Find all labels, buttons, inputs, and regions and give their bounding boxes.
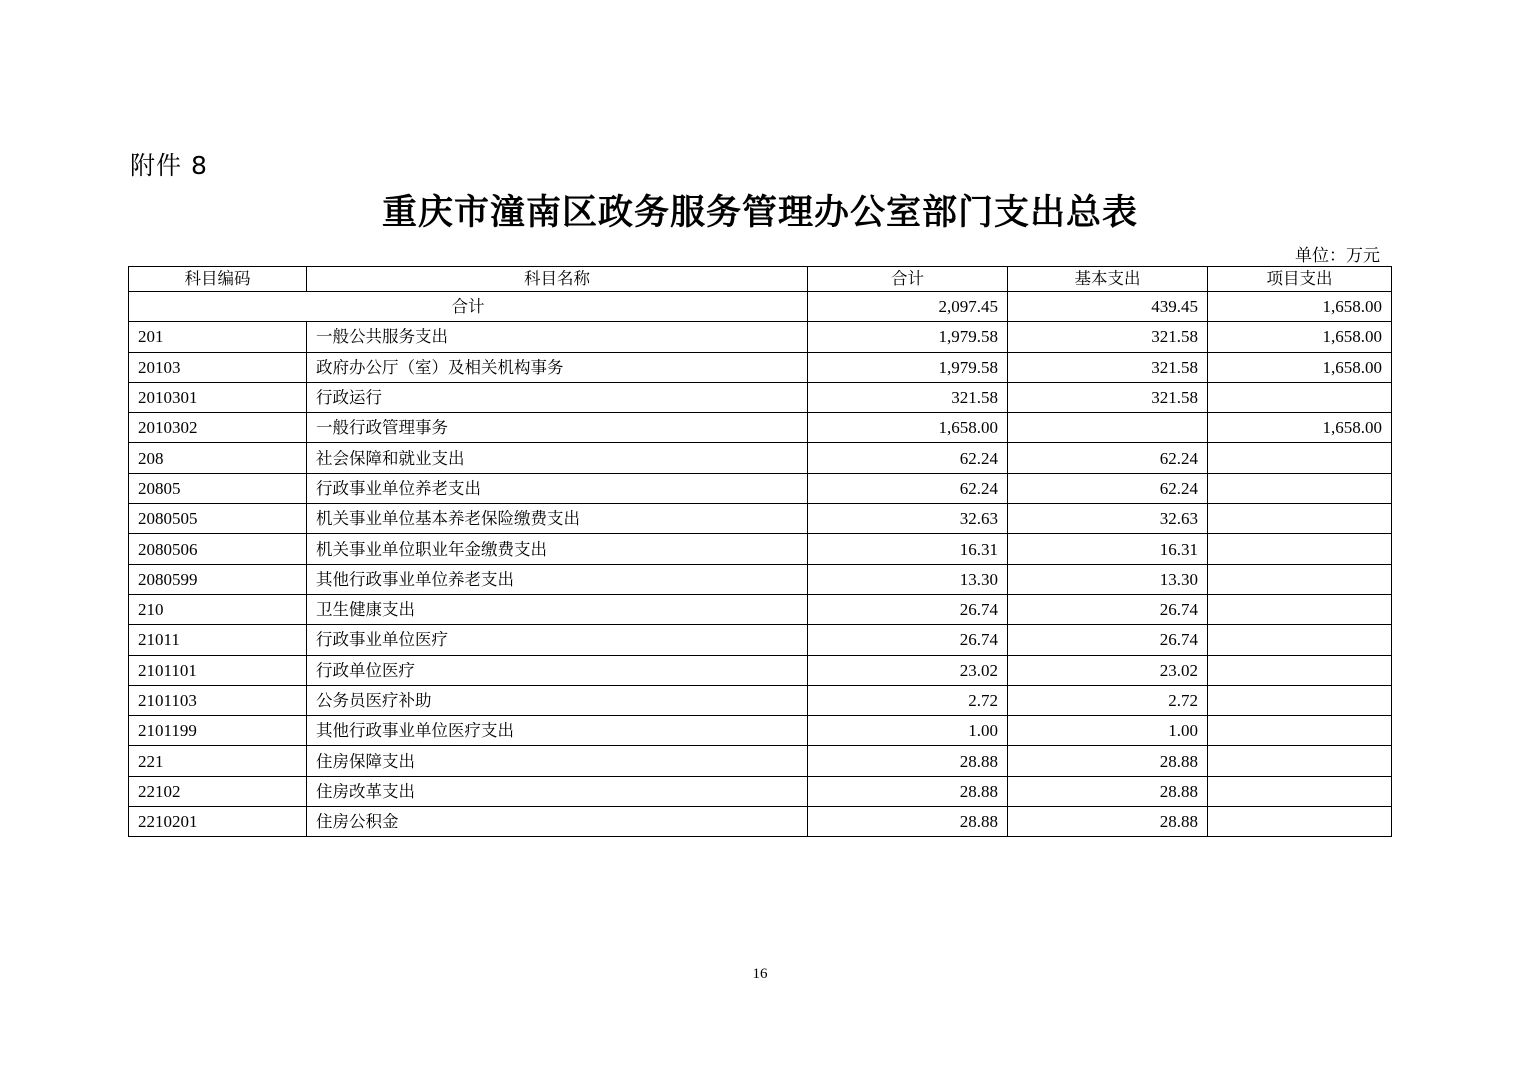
row-code: 2080505 bbox=[129, 504, 307, 534]
row-name: 卫生健康支出 bbox=[307, 594, 808, 624]
row-code: 21011 bbox=[129, 625, 307, 655]
table-row bbox=[129, 443, 1392, 473]
header-name: 科目名称 bbox=[307, 267, 808, 292]
page-number: 16 bbox=[752, 966, 768, 982]
row-basic: 321.58 bbox=[1008, 322, 1208, 352]
row-total: 26.74 bbox=[808, 594, 1008, 624]
row-name: 住房保障支出 bbox=[307, 746, 808, 776]
row-basic: 62.24 bbox=[1008, 473, 1208, 503]
row-basic: 321.58 bbox=[1008, 382, 1208, 412]
row-project: 1,658.00 bbox=[1208, 352, 1392, 382]
table-row bbox=[129, 716, 1392, 746]
table-row bbox=[129, 473, 1392, 503]
row-project bbox=[1208, 685, 1392, 715]
row-total: 1.00 bbox=[808, 716, 1008, 746]
row-project bbox=[1208, 716, 1392, 746]
row-total: 28.88 bbox=[808, 746, 1008, 776]
row-name: 政府办公厅（室）及相关机构事务 bbox=[307, 352, 808, 382]
row-total: 2.72 bbox=[808, 685, 1008, 715]
total-row-project: 1,658.00 bbox=[1208, 292, 1392, 322]
row-name: 其他行政事业单位医疗支出 bbox=[307, 716, 808, 746]
row-code: 210 bbox=[129, 594, 307, 624]
row-name: 公务员医疗补助 bbox=[307, 685, 808, 715]
row-total: 1,979.58 bbox=[808, 352, 1008, 382]
row-code: 2010302 bbox=[129, 413, 307, 443]
row-code: 201 bbox=[129, 322, 307, 352]
row-name: 住房改革支出 bbox=[307, 776, 808, 806]
row-name: 行政运行 bbox=[307, 382, 808, 412]
row-name: 行政单位医疗 bbox=[307, 655, 808, 685]
row-project bbox=[1208, 564, 1392, 594]
row-code: 2101101 bbox=[129, 655, 307, 685]
document-title: 重庆市潼南区政务服务管理办公室部门支出总表 bbox=[381, 192, 1138, 233]
row-code: 22102 bbox=[129, 776, 307, 806]
attachment-label: 附件 8 bbox=[130, 151, 208, 180]
row-total: 26.74 bbox=[808, 625, 1008, 655]
row-total: 28.88 bbox=[808, 776, 1008, 806]
row-basic: 26.74 bbox=[1008, 625, 1208, 655]
table-row bbox=[129, 746, 1392, 776]
table-row bbox=[129, 776, 1392, 806]
row-project bbox=[1208, 534, 1392, 564]
table-row bbox=[129, 352, 1392, 382]
row-basic: 28.88 bbox=[1008, 746, 1208, 776]
row-code: 2080506 bbox=[129, 534, 307, 564]
row-basic: 321.58 bbox=[1008, 352, 1208, 382]
row-project: 1,658.00 bbox=[1208, 322, 1392, 352]
table-row bbox=[129, 685, 1392, 715]
header-code: 科目编码 bbox=[129, 267, 307, 292]
row-total: 62.24 bbox=[808, 473, 1008, 503]
row-project bbox=[1208, 807, 1392, 837]
table-row bbox=[129, 655, 1392, 685]
table-row bbox=[129, 322, 1392, 352]
table-row bbox=[129, 807, 1392, 837]
total-row bbox=[129, 292, 1392, 322]
row-project: 1,658.00 bbox=[1208, 413, 1392, 443]
row-basic: 16.31 bbox=[1008, 534, 1208, 564]
row-name: 行政事业单位医疗 bbox=[307, 625, 808, 655]
header-total: 合计 bbox=[808, 267, 1008, 292]
row-project bbox=[1208, 776, 1392, 806]
table-row bbox=[129, 382, 1392, 412]
row-total: 32.63 bbox=[808, 504, 1008, 534]
row-project bbox=[1208, 625, 1392, 655]
row-total: 1,979.58 bbox=[808, 322, 1008, 352]
table-row bbox=[129, 625, 1392, 655]
row-project bbox=[1208, 382, 1392, 412]
row-project bbox=[1208, 594, 1392, 624]
row-project bbox=[1208, 473, 1392, 503]
header-basic: 基本支出 bbox=[1008, 267, 1208, 292]
row-name: 一般行政管理事务 bbox=[307, 413, 808, 443]
row-name: 行政事业单位养老支出 bbox=[307, 473, 808, 503]
row-total: 62.24 bbox=[808, 443, 1008, 473]
row-basic bbox=[1008, 413, 1208, 443]
row-basic: 28.88 bbox=[1008, 807, 1208, 837]
row-basic: 32.63 bbox=[1008, 504, 1208, 534]
table-row bbox=[129, 504, 1392, 534]
row-total: 1,658.00 bbox=[808, 413, 1008, 443]
row-basic: 1.00 bbox=[1008, 716, 1208, 746]
row-code: 208 bbox=[129, 443, 307, 473]
row-total: 23.02 bbox=[808, 655, 1008, 685]
row-name: 一般公共服务支出 bbox=[307, 322, 808, 352]
row-code: 20805 bbox=[129, 473, 307, 503]
row-project bbox=[1208, 443, 1392, 473]
row-basic: 13.30 bbox=[1008, 564, 1208, 594]
row-basic: 62.24 bbox=[1008, 443, 1208, 473]
row-code: 2080599 bbox=[129, 564, 307, 594]
row-name: 其他行政事业单位养老支出 bbox=[307, 564, 808, 594]
row-basic: 28.88 bbox=[1008, 776, 1208, 806]
row-project bbox=[1208, 655, 1392, 685]
row-code: 2010301 bbox=[129, 382, 307, 412]
row-name: 机关事业单位基本养老保险缴费支出 bbox=[307, 504, 808, 534]
row-basic: 23.02 bbox=[1008, 655, 1208, 685]
row-project bbox=[1208, 504, 1392, 534]
unit-label: 单位：万元 bbox=[1295, 246, 1380, 266]
total-row-basic: 439.45 bbox=[1008, 292, 1208, 322]
row-name: 机关事业单位职业年金缴费支出 bbox=[307, 534, 808, 564]
table-row bbox=[129, 594, 1392, 624]
table-header-row bbox=[129, 267, 1392, 292]
row-name: 社会保障和就业支出 bbox=[307, 443, 808, 473]
row-total: 321.58 bbox=[808, 382, 1008, 412]
row-code: 2101199 bbox=[129, 716, 307, 746]
row-project bbox=[1208, 746, 1392, 776]
row-code: 2210201 bbox=[129, 807, 307, 837]
row-total: 28.88 bbox=[808, 807, 1008, 837]
row-total: 16.31 bbox=[808, 534, 1008, 564]
row-code: 221 bbox=[129, 746, 307, 776]
total-row-total: 2,097.45 bbox=[808, 292, 1008, 322]
row-total: 13.30 bbox=[808, 564, 1008, 594]
expenditure-table bbox=[128, 266, 1392, 837]
row-code: 2101103 bbox=[129, 685, 307, 715]
total-row-label: 合计 bbox=[129, 292, 808, 322]
table-row bbox=[129, 564, 1392, 594]
row-basic: 26.74 bbox=[1008, 594, 1208, 624]
row-basic: 2.72 bbox=[1008, 685, 1208, 715]
header-project: 项目支出 bbox=[1208, 267, 1392, 292]
table-row bbox=[129, 534, 1392, 564]
row-name: 住房公积金 bbox=[307, 807, 808, 837]
table-row bbox=[129, 413, 1392, 443]
row-code: 20103 bbox=[129, 352, 307, 382]
